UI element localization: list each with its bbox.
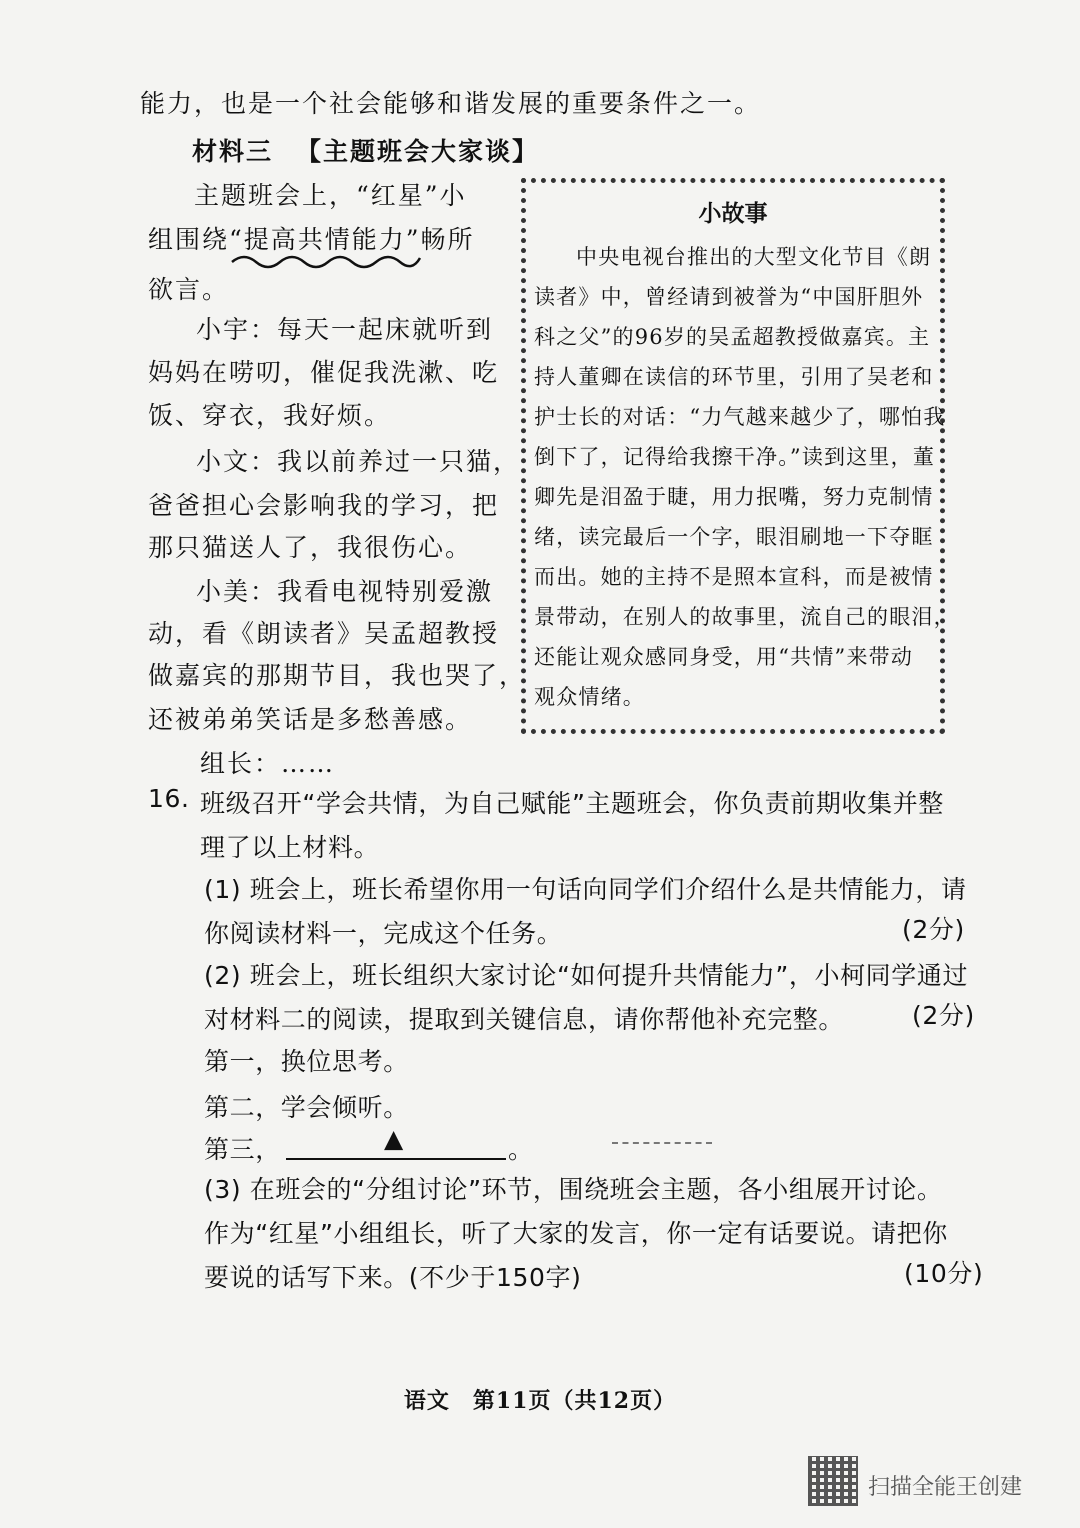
part1-line-2: 你阅读材料一，完成这个任务。 <box>204 919 563 948</box>
xiaomei-line-4: 还被弟弟笑话是多愁善感。 <box>148 705 473 734</box>
answer-second: 第二，学会倾听。 <box>204 1093 409 1122</box>
story-line-3: 科之父”的96岁的吴孟超教授做嘉宾。主 <box>534 325 931 349</box>
xiaowen-line-1: 小文：我以前养过一只猫， <box>196 447 521 476</box>
part2-score: (2分) <box>912 1001 975 1030</box>
xiaomei-line-1: 小美：我看电视特别爱激 <box>196 577 494 606</box>
question-stem-line-1: 班级召开“学会共情，为自己赋能”主题班会，你负责前期收集并整 <box>200 789 944 818</box>
part3-line-2: 作为“红星”小组组长，听了大家的发言，你一定有话要说。请把你 <box>204 1219 948 1248</box>
intro-line-2: 组围绕“提高共情能力”畅所 <box>148 225 475 254</box>
story-box <box>521 178 956 734</box>
part3-line-3: 要说的话写下来。(不少于150字) <box>204 1263 582 1292</box>
continuation-line: 能力，也是一个社会能够和谐发展的重要条件之一。 <box>140 89 762 118</box>
story-line-1: 中央电视台推出的大型文化节目《朗 <box>576 245 932 269</box>
answer-blank[interactable] <box>286 1158 506 1160</box>
story-line-2: 读者》中，曾经请到被誉为“中国肝胆外 <box>534 285 924 309</box>
part3-score: (10分) <box>904 1259 984 1288</box>
answer-third-label: 第三， <box>204 1135 281 1164</box>
faint-dash-mark <box>612 1142 712 1144</box>
part3-line-1: (3) 在班会的“分组讨论”环节，围绕班会主题，各小组展开讨论。 <box>204 1175 943 1204</box>
xiaowen-line-3: 那只猫送人了，我很伤心。 <box>148 533 473 562</box>
story-line-10: 景带动，在别人的故事里，流自己的眼泪， <box>534 605 956 629</box>
story-line-7: 卿先是泪盈于睫，用力抿嘴，努力克制情 <box>534 485 934 509</box>
story-line-6: 倒下了，记得给我擦干净。”读到这里，董 <box>534 445 936 469</box>
intro-line-3: 欲言。 <box>148 275 230 304</box>
xiaoyu-line-3: 饭、穿衣，我好烦。 <box>148 401 392 430</box>
answer-first: 第一，换位思考。 <box>204 1047 409 1076</box>
story-line-4: 持人董卿在读信的环节里，引用了吴老和 <box>534 365 934 389</box>
material3-title: 【主题班会大家谈】 <box>296 137 540 166</box>
story-line-11: 还能让观众感同身受，用“共情”来带动 <box>534 645 914 669</box>
leader-line: 组长：…… <box>200 749 336 778</box>
xiaoyu-line-1: 小宇：每天一起床就听到 <box>196 315 494 344</box>
story-line-12: 观众情绪。 <box>534 685 645 709</box>
story-title: 小故事 <box>698 200 768 227</box>
xiaoyu-line-2: 妈妈在唠叨，催促我洗漱、吃 <box>148 358 500 387</box>
part1-line-1: (1) 班会上，班长希望你用一句话向同学们介绍什么是共情能力，请 <box>204 875 967 904</box>
part2-line-1: (2) 班会上，班长组织大家讨论“如何提升共情能力”，小柯同学通过 <box>204 961 969 990</box>
xiaowen-line-2: 爸爸担心会影响我的学习，把 <box>148 491 500 520</box>
intro-line-1: 主题班会上，“红星”小 <box>194 181 467 210</box>
blank-triangle-marker: ▲ <box>384 1124 404 1153</box>
wavy-underline <box>230 250 422 272</box>
page-footer: 语文 第11页（共12页） <box>403 1388 677 1414</box>
material3-label: 材料三 <box>192 137 274 166</box>
story-line-8: 绪，读完最后一个字，眼泪刷地一下夺眶 <box>534 525 934 549</box>
scanner-watermark: 扫描全能王创建 <box>868 1475 1023 1500</box>
xiaomei-line-3: 做嘉宾的那期节目，我也哭了， <box>148 661 527 690</box>
story-line-9: 而出。她的主持不是照本宣科，而是被情 <box>534 565 934 589</box>
question-number: 16. <box>148 784 190 813</box>
answer-period: 。 <box>508 1135 534 1164</box>
xiaomei-line-2: 动，看《朗读者》吴孟超教授 <box>148 619 500 648</box>
story-line-5: 护士长的对话：“力气越来越少了，哪怕我 <box>534 405 946 429</box>
qr-code-icon <box>808 1456 858 1506</box>
part1-score: (2分) <box>902 915 965 944</box>
part2-line-2: 对材料二的阅读，提取到关键信息，请你帮他补充完整。 <box>204 1005 845 1034</box>
question-stem-line-2: 理了以上材料。 <box>200 833 380 862</box>
